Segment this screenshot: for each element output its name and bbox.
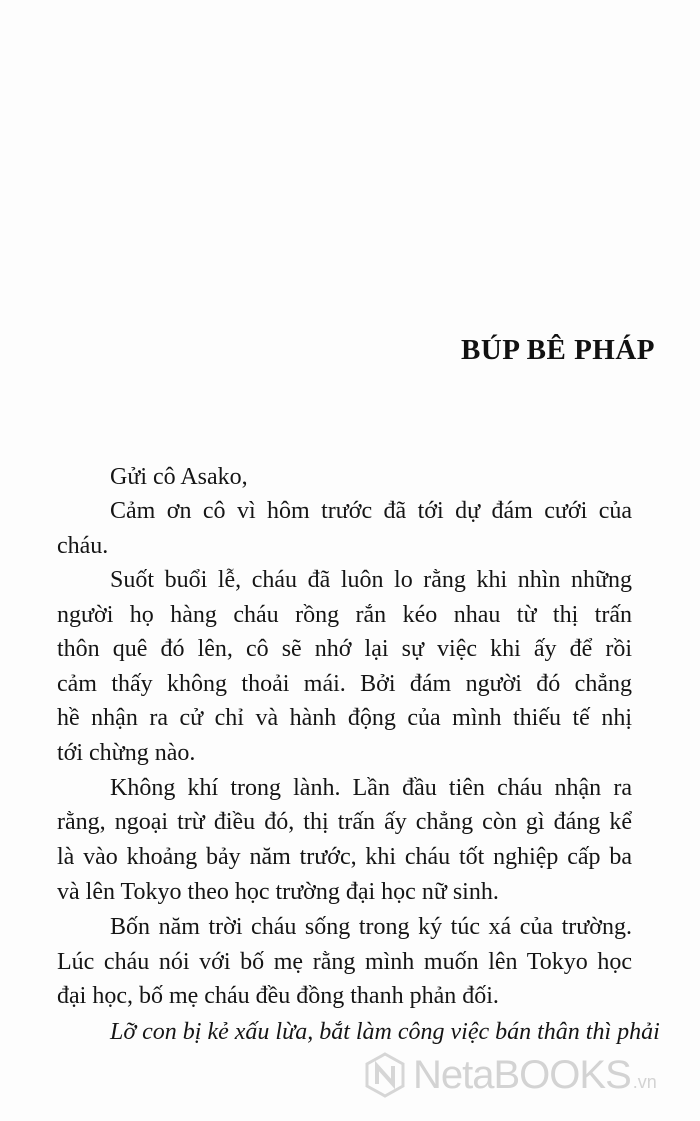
text-line: thôn quê đó lên, cô sẽ nhớ lại sự việc khi ấy để rồi: [57, 636, 632, 662]
text-line: cảm thấy không thoải mái. Bởi đám người đó chẳng: [57, 671, 632, 697]
text-line: Suốt buổi lễ, cháu đã luôn lo rằng khi nhìn những: [110, 567, 632, 593]
text-line: và lên Tokyo theo học trường đại học nữ sinh.: [57, 879, 499, 905]
text-line: đại học, bố mẹ cháu đều đồng thanh phản đối.: [57, 983, 499, 1009]
watermark: [365, 1052, 657, 1098]
text-line: Không khí trong lành. Lần đầu tiên cháu nhận ra: [110, 775, 632, 801]
text-line: Cảm ơn cô vì hôm trước đã tới dự đám cưới của: [110, 498, 632, 524]
text-line: Gửi cô Asako,: [110, 464, 248, 490]
text-line: hề nhận ra cử chỉ và hành động của mình thiếu tế nhị: [57, 705, 632, 731]
watermark-tld: .vn: [632, 1071, 657, 1092]
text-line-italic: Lỡ con bị kẻ xấu lừa, bắt làm công việc bán thân thì phải: [110, 1019, 660, 1045]
netabooks-logo-icon: [365, 1052, 405, 1098]
text-line: Lúc cháu nói với bố mẹ rằng mình muốn lên Tokyo học: [57, 949, 632, 975]
text-line: Bốn năm trời cháu sống trong ký túc xá của trường.: [110, 914, 632, 940]
text-line: tới chừng nào.: [57, 740, 196, 766]
chapter-title: BÚP BÊ PHÁP: [460, 334, 655, 366]
text-line: người họ hàng cháu rồng rắn kéo nhau từ thị trấn: [57, 602, 632, 628]
text-line: là vào khoảng bảy năm trước, khi cháu tốt nghiệp cấp ba: [57, 844, 632, 870]
text-line: cháu.: [57, 533, 109, 559]
text-line: rằng, ngoại trừ điều đó, thị trấn ấy chẳng còn gì đáng kể: [57, 809, 632, 835]
watermark-name: NetaBOOKS: [413, 1052, 631, 1097]
